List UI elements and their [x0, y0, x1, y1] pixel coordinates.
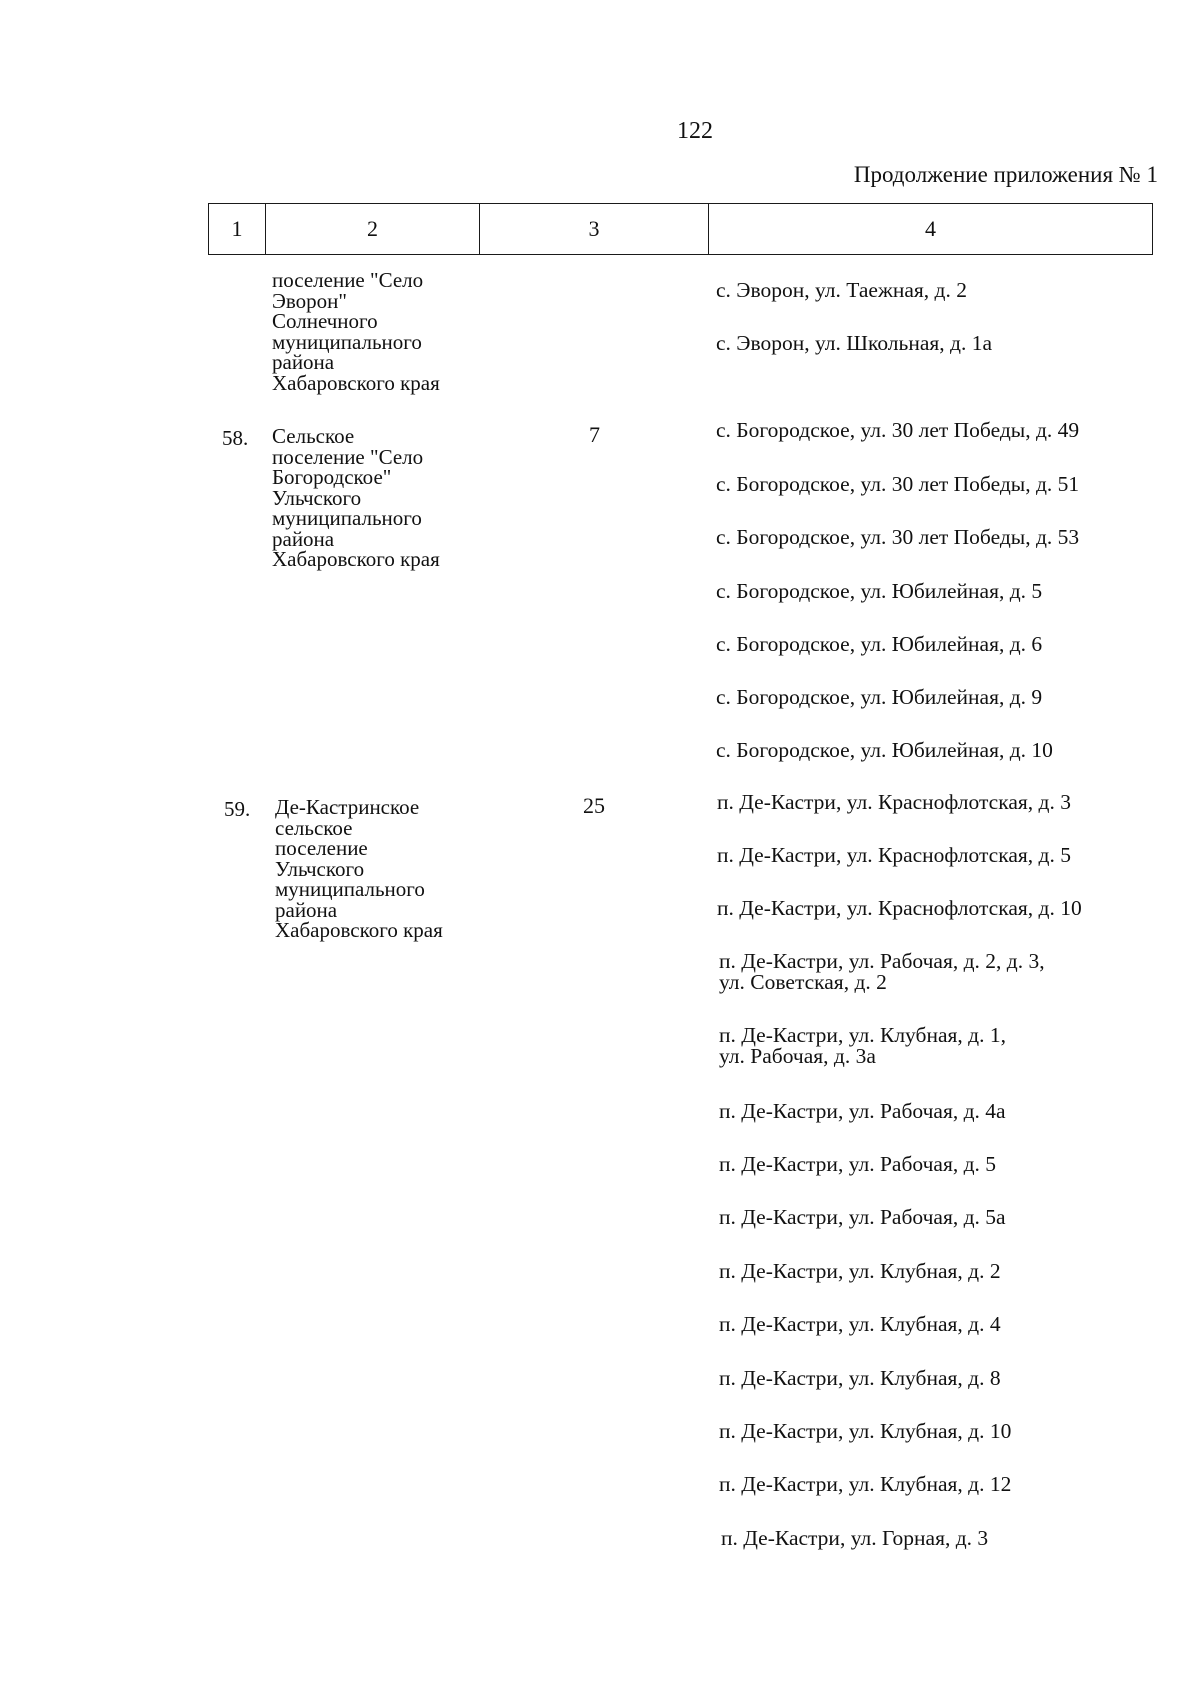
entry-name: поселение "Село Эворон" Солнечного муниципального района Хабаровского края	[272, 268, 440, 395]
address-item: п. Де-Кастри, ул. Горная, д. 3	[721, 1526, 989, 1550]
entry-name: Де-Кастринское сельское поселение Ульчского муниципального района Хабаровского края	[275, 795, 443, 942]
address-item: п. Де-Кастри, ул. Рабочая, д. 5	[719, 1152, 997, 1176]
address-item: п. Де-Кастри, ул. Клубная, д. 4	[719, 1312, 1001, 1336]
address-item: с. Богородское, ул. Юбилейная, д. 5	[716, 579, 1043, 603]
header-col-1: 1	[231, 216, 243, 241]
address-item: с. Богородское, ул. 30 лет Победы, д. 51	[716, 472, 1080, 496]
address-item: п. Де-Кастри, ул. Краснофлотская, д. 3	[717, 790, 1071, 814]
address-item: п. Де-Кастри, ул. Рабочая, д. 2, д. 3, ул. Советская, д. 2	[719, 949, 1045, 994]
header-col-2: 2	[265, 204, 479, 254]
address-item: п. Де-Кастри, ул. Рабочая, д. 4а	[719, 1099, 1006, 1123]
address-item: п. Де-Кастри, ул. Клубная, д. 10	[719, 1419, 1012, 1443]
entry-count: 25	[583, 793, 605, 818]
address-item: п. Де-Кастри, ул. Клубная, д. 8	[719, 1366, 1001, 1390]
entry-count: 7	[589, 422, 600, 447]
entry-number: 59.	[224, 797, 251, 821]
address-item: с. Эворон, ул. Таежная, д. 2	[716, 278, 967, 302]
address-item: с. Богородское, ул. Юбилейная, д. 6	[716, 632, 1043, 656]
address-item: п. Де-Кастри, ул. Клубная, д. 2	[719, 1259, 1001, 1283]
address-item: п. Де-Кастри, ул. Рабочая, д. 5а	[719, 1205, 1006, 1229]
continuation-title: Продолжение приложения № 1	[853, 162, 1158, 187]
address-item: с. Эворон, ул. Школьная, д. 1а	[716, 331, 992, 355]
address-item: с. Богородское, ул. Юбилейная, д. 9	[716, 685, 1043, 709]
address-item: с. Богородское, ул. Юбилейная, д. 10	[716, 738, 1053, 762]
address-item: п. Де-Кастри, ул. Клубная, д. 1, ул. Рабочая, д. 3а	[719, 1023, 1006, 1068]
address-item: с. Богородское, ул. 30 лет Победы, д. 53	[716, 525, 1080, 549]
header-col-4: 4	[708, 204, 1152, 254]
table-header	[208, 203, 1153, 255]
page-number: 122	[677, 118, 713, 144]
address-item: с. Богородское, ул. 30 лет Победы, д. 49	[716, 418, 1080, 442]
address-item: п. Де-Кастри, ул. Краснофлотская, д. 5	[717, 843, 1071, 867]
entry-number: 58.	[222, 426, 249, 450]
header-col-3: 3	[479, 204, 708, 254]
entry-name: Сельское поселение "Село Богородское" Ульчского муниципального района Хабаровского края	[272, 424, 440, 571]
address-item: п. Де-Кастри, ул. Краснофлотская, д. 10	[717, 896, 1082, 920]
address-item: п. Де-Кастри, ул. Клубная, д. 12	[719, 1472, 1012, 1496]
